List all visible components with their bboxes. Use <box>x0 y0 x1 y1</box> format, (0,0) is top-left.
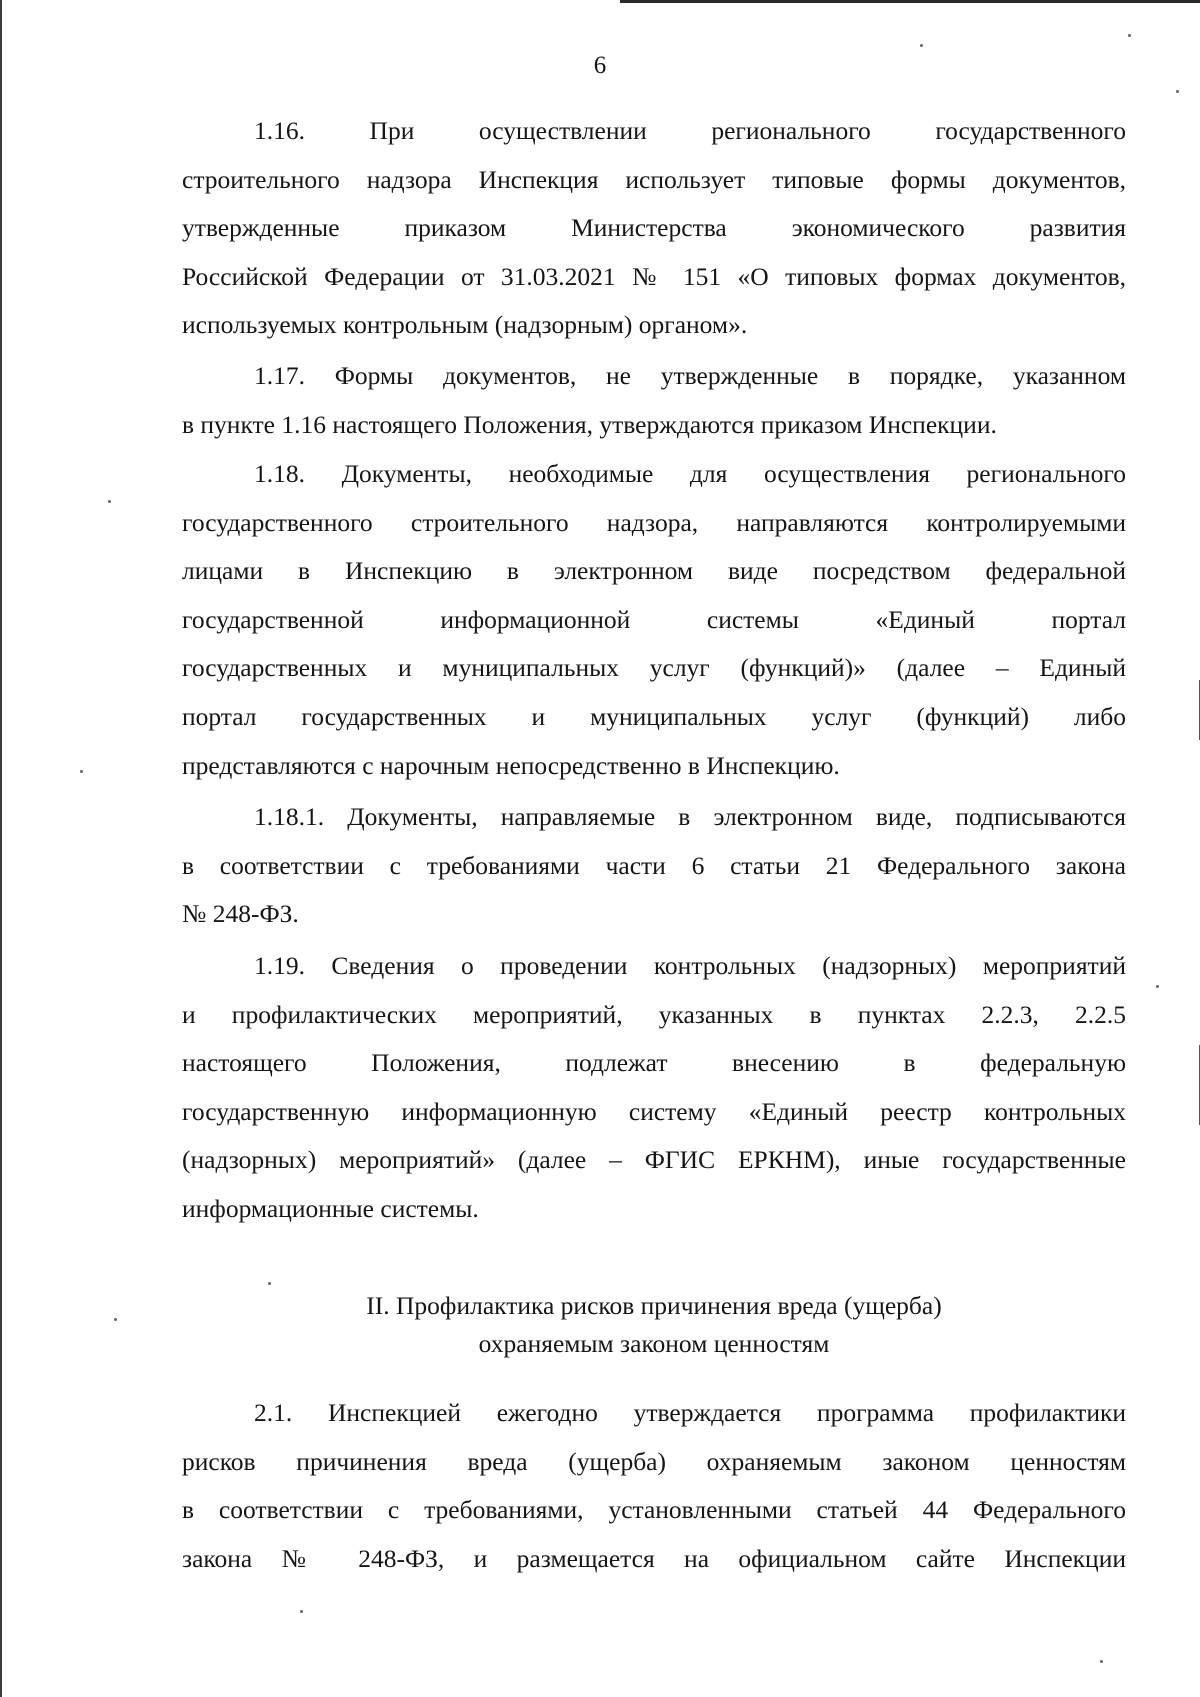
text-line: в соответствии с требованиями части 6 статьи 21 Федерального закона <box>182 850 1126 880</box>
paragraph-2-1 <box>182 1389 1126 1583</box>
text-line: закона № 248-ФЗ, и размещается на официальном сайте Инспекции <box>182 1543 1126 1573</box>
scan-speck <box>920 44 923 47</box>
paragraph-1-18 <box>182 450 1126 790</box>
scan-speck <box>1156 985 1159 988</box>
text-line: 1.18. Документы, необходимые для осуществления регионального <box>254 459 1126 488</box>
scan-speck <box>108 500 111 503</box>
scan-speck <box>114 1318 117 1321</box>
paragraph-1-18-1 <box>182 793 1126 939</box>
text-line: строительного надзора Инспекция использует типовые формы документов, <box>182 164 1126 194</box>
text-line: настоящего Положения, подлежат внесению в федеральную <box>182 1048 1126 1078</box>
scan-speck <box>1100 1660 1103 1663</box>
paragraph-1-16 <box>182 107 1126 350</box>
text-line: информационные системы. <box>182 1193 479 1223</box>
paragraph-1-17 <box>182 352 1126 449</box>
text-line: 1.16. При осуществлении регионального государственного <box>254 116 1126 145</box>
text-line: 2.1. Инспекцией ежегодно утверждается программа профилактики <box>254 1398 1126 1427</box>
text-line: государственной информационной системы «Единый портал <box>182 604 1126 634</box>
scan-speck <box>268 1282 271 1285</box>
scan-speck <box>80 770 83 773</box>
text-line: 1.19. Сведения о проведении контрольных (надзорных) мероприятий <box>254 951 1126 980</box>
text-line: утвержденные приказом Министерства экономического развития <box>182 213 1126 243</box>
text-line: № 248-ФЗ. <box>182 899 299 929</box>
text-line: портал государственных и муниципальных услуг (функций) либо <box>182 701 1126 731</box>
text-line: государственную информационную систему «Единый реестр контрольных <box>182 1096 1126 1126</box>
page-number: 6 <box>593 52 607 79</box>
text-line: государственных и муниципальных услуг (функций)» (далее – Единый <box>182 653 1126 683</box>
text-line: в пункте 1.16 настоящего Положения, утверждаются приказом Инспекции. <box>182 409 997 439</box>
paragraph-1-19 <box>182 942 1126 1234</box>
text-line: Российской Федерации от 31.03.2021 № 151 «О типовых формах документов, <box>182 261 1126 291</box>
heading-line: охраняемым законом ценностям <box>478 1329 830 1358</box>
text-line: лицами в Инспекцию в электронном виде посредством федеральной <box>182 556 1126 586</box>
text-line: представляются с нарочным непосредственно в Инспекцию. <box>182 750 840 780</box>
text-line: используемых контрольным (надзорным) органом». <box>182 310 748 340</box>
text-line: в соответствии с требованиями, установленными статьей 44 Федерального <box>182 1495 1126 1525</box>
scan-speck <box>300 1610 303 1613</box>
text-line: (надзорных) мероприятий» (далее – ФГИС ЕРКНМ), иные государственные <box>182 1145 1126 1175</box>
text-line: 1.18.1. Документы, направляемые в электронном виде, подписываются <box>254 802 1126 831</box>
section-heading <box>182 1287 1126 1363</box>
scan-speck <box>1176 90 1179 93</box>
scan-edge-left <box>0 0 2 1697</box>
text-line: рисков причинения вреда (ущерба) охраняемым законом ценностям <box>182 1446 1126 1476</box>
scan-speck <box>1128 34 1131 37</box>
heading-line: II. Профилактика рисков причинения вреда (ущерба) <box>366 1291 942 1320</box>
scan-edge-top <box>620 0 1200 3</box>
text-line: и профилактических мероприятий, указанных в пунктах 2.2.3, 2.2.5 <box>182 999 1126 1029</box>
text-line: 1.17. Формы документов, не утвержденные в порядке, указанном <box>254 361 1126 390</box>
text-line: государственного строительного надзора, направляются контролируемыми <box>182 507 1126 537</box>
